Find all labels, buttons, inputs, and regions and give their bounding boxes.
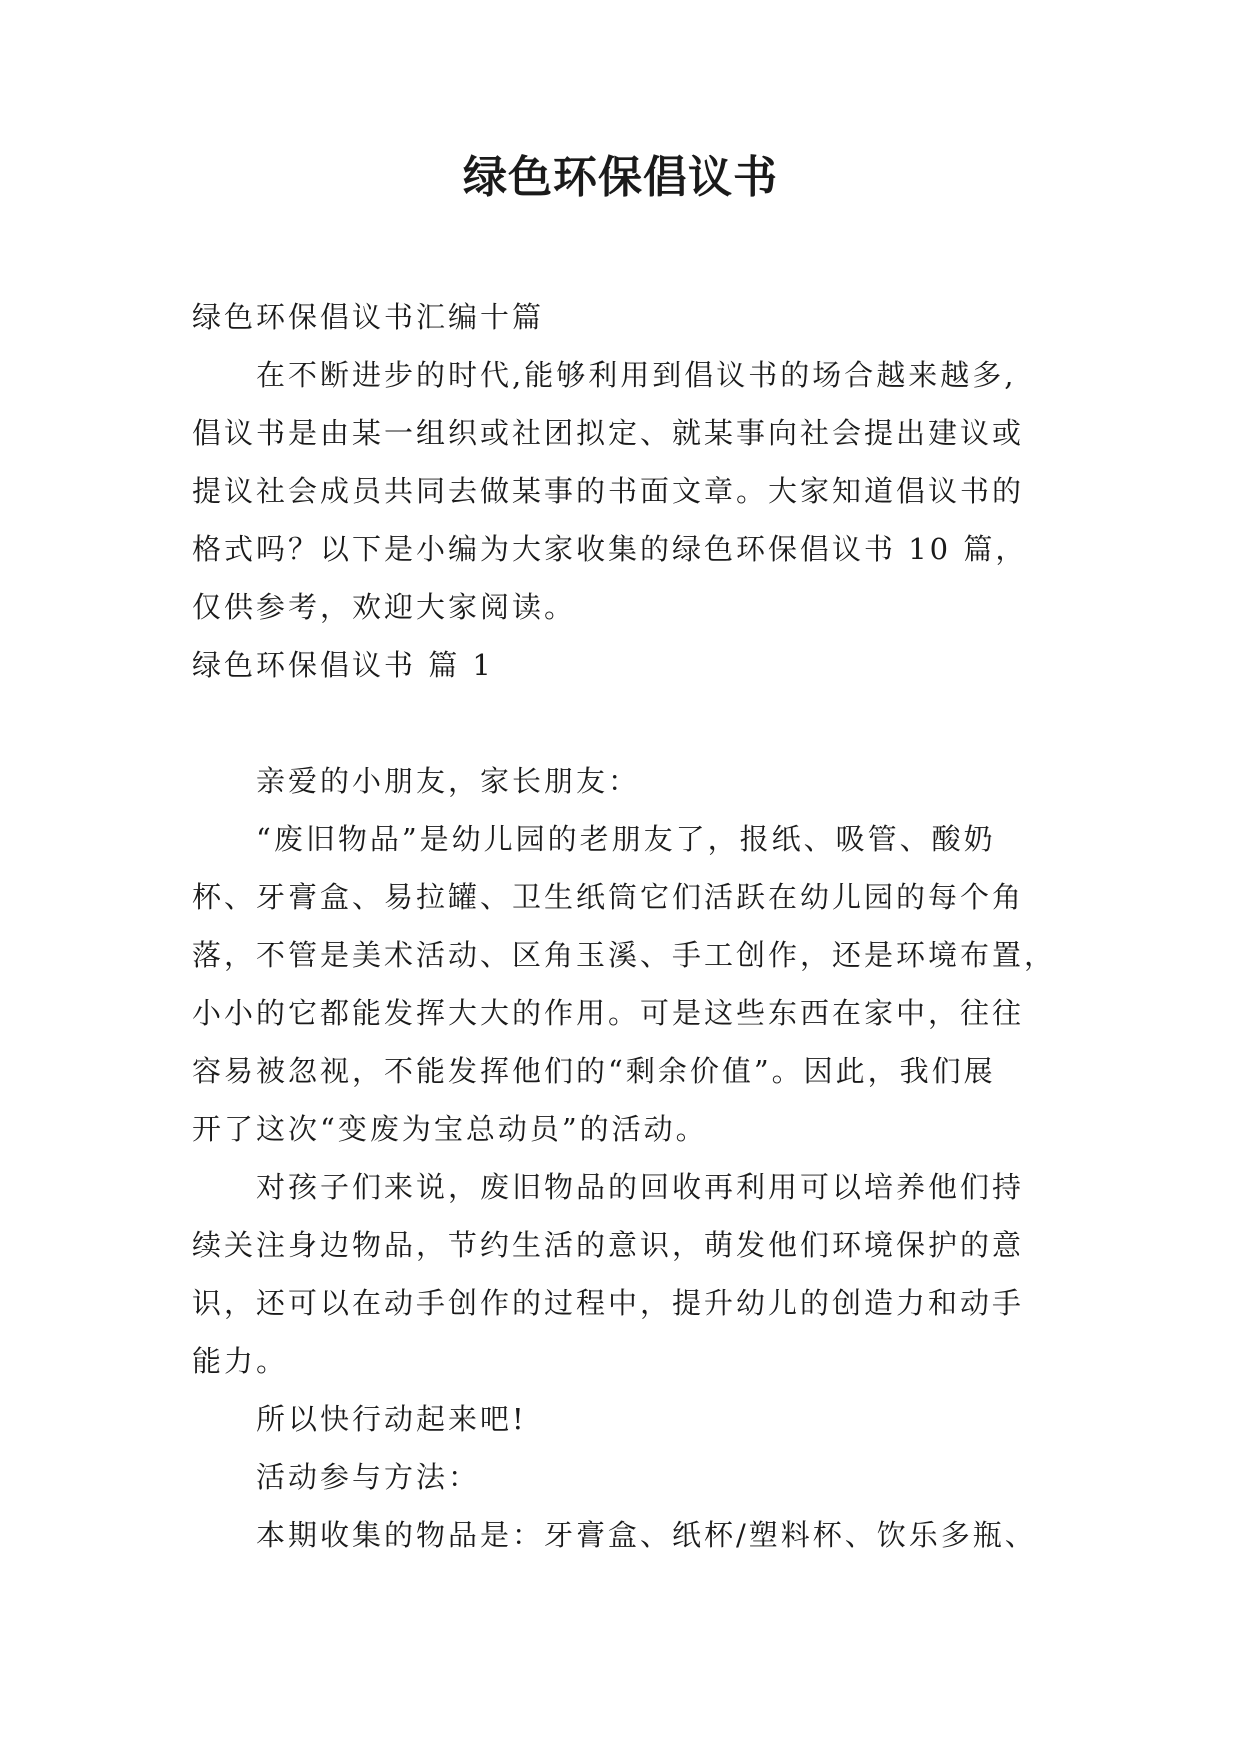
paragraph-line: 杯、牙膏盒、易拉罐、卫生纸筒它们活跃在幼儿园的每个角	[192, 880, 1025, 914]
paragraph-line: 所以快行动起来吧!	[256, 1402, 527, 1436]
paragraph-line: 能力。	[192, 1344, 289, 1378]
document-body	[192, 288, 1062, 1564]
paragraph-line: 对孩子们来说，废旧物品的回收再利用可以培养他们持	[256, 1170, 1025, 1204]
paragraph-line: 落，不管是美术活动、区角玉溪、手工创作，还是环境布置，	[192, 938, 1057, 972]
blank-line	[192, 694, 1062, 752]
paragraph-line: 本期收集的物品是：牙膏盒、纸杯/塑料杯、饮乐多瓶、	[256, 1518, 1037, 1552]
paragraph-line: “废旧物品”是幼儿园的老朋友了，报纸、吸管、酸奶	[256, 822, 996, 856]
paragraph-line: 仅供参考，欢迎大家阅读。	[192, 590, 577, 624]
section-heading: 绿色环保倡议书 篇 1	[192, 648, 494, 682]
paragraph-line: 倡议书是由某一组织或社团拟定、就某事向社会提出建议或	[192, 416, 1025, 450]
paragraph-line: 活动参与方法：	[256, 1460, 481, 1494]
subtitle-line: 绿色环保倡议书汇编十篇	[192, 300, 545, 334]
paragraph-line: 开了这次“变废为宝总动员”的活动。	[192, 1112, 708, 1146]
paragraph-line: 识，还可以在动手创作的过程中，提升幼儿的创造力和动手	[192, 1286, 1025, 1320]
document-title: 绿色环保倡议书	[463, 152, 778, 203]
greeting-line: 亲爱的小朋友，家长朋友：	[256, 764, 641, 798]
paragraph-line: 格式吗？以下是小编为大家收集的绿色环保倡议书 10 篇，	[192, 532, 1028, 566]
paragraph-line: 小小的它都能发挥大大的作用。可是这些东西在家中，往往	[192, 996, 1025, 1030]
paragraph-line: 在不断进步的时代,能够利用到倡议书的场合越来越多,	[256, 358, 1017, 392]
paragraph-line: 续关注身边物品，节约生活的意识，萌发他们环境保护的意	[192, 1228, 1025, 1262]
paragraph-line: 容易被忽视，不能发挥他们的“剩余价值”。因此，我们展	[192, 1054, 996, 1088]
paragraph-line: 提议社会成员共同去做某事的书面文章。大家知道倡议书的	[192, 474, 1025, 508]
